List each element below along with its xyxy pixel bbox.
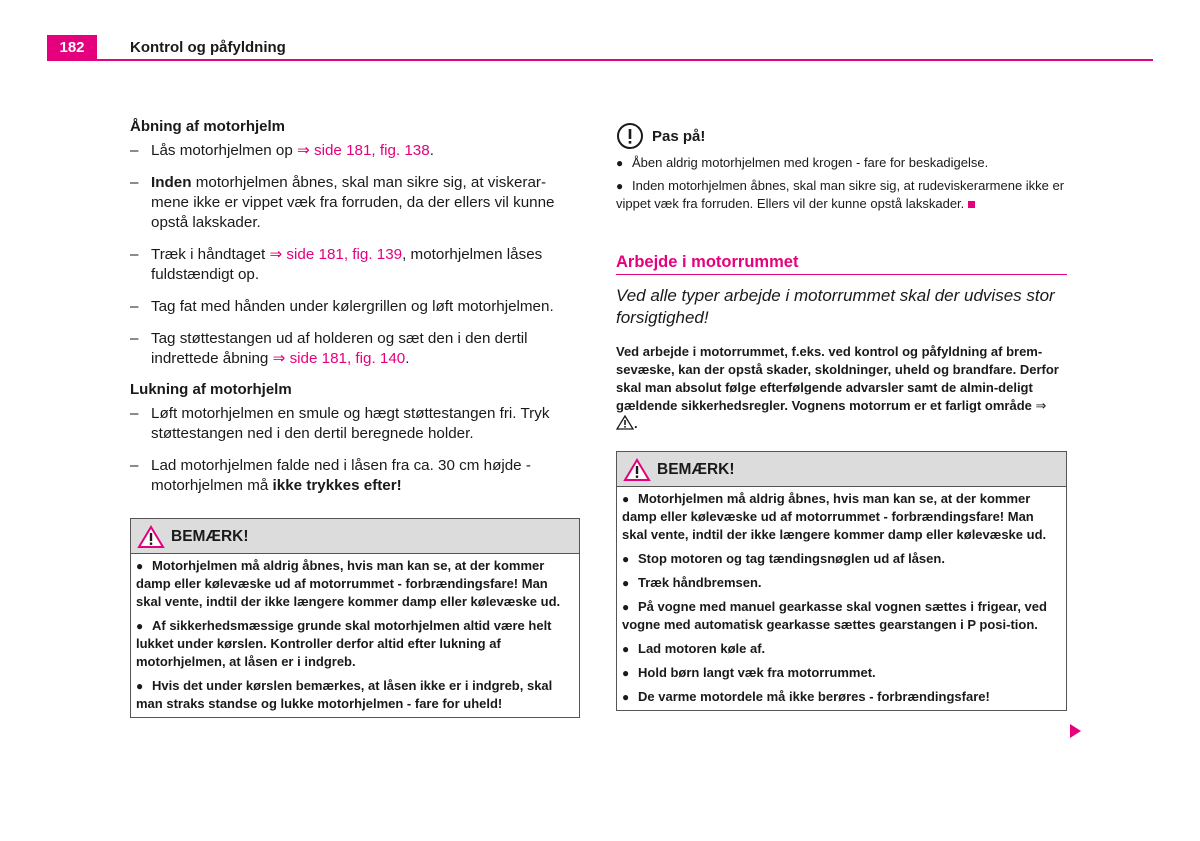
list-item: – Træk i håndtaget ⇒ side 181, fig. 139, motorhjelmen låses fuldstændigt op. — [130, 246, 543, 283]
section-title: Arbejde i motorrummet — [616, 253, 1067, 275]
closing-steps — [130, 404, 580, 496]
list-item: ● Åben aldrig motorhjelmen med krogen - fare for beskadigelse. — [616, 155, 989, 170]
list-item: – Tag fat med hånden under kølergrillen og løft motorhjelmen. — [130, 298, 554, 315]
warning-body — [617, 487, 1066, 710]
right-column — [616, 122, 1067, 711]
section-intro: Ved arbejde i motorrummet, f.eks. ved kontrol og påfyldning af brem-sevæske, kan der opstå skader, skoldninger, uheld og brandfare. Derfor skal man absolut følge efterfølgende advarsler samt de almin-deligt gældende sikkerhedsregler. Vognens motorrum er et farligt område ⇒ . — [616, 344, 1059, 431]
opening-title: Åbning af motorhjelm — [130, 118, 285, 135]
opening-steps — [130, 141, 580, 369]
warning-title: BEMÆRK! — [657, 461, 735, 478]
page-number: 182 — [47, 35, 97, 60]
warning-body — [131, 554, 579, 717]
list-item: – Tag støttestangen ud af holderen og sæt den i den dertil indrettede åbning ⇒ side 181, fig. 140. — [130, 330, 528, 367]
list-item: ● Hold børn langt væk fra motorrummet. — [622, 665, 876, 680]
warning-triangle-icon — [616, 415, 634, 430]
list-item: – Løft motorhjelmen en smule og hægt støttestangen fri. Tryk støttestangen ned i den dertil beregnede holder. — [130, 405, 550, 442]
list-item: ● Motorhjelmen må aldrig åbnes, hvis man kan se, at der kommer damp eller kølevæske ud af motorrummet - forbrændingsfare! Man skal vente, indtil der ikke længere kommer damp eller kølevæske ud. — [136, 558, 561, 609]
warning-title: BEMÆRK! — [171, 528, 249, 545]
caution-box — [616, 122, 1067, 213]
list-item: ● Træk håndbremsen. — [622, 575, 762, 590]
end-of-section-icon — [968, 201, 975, 208]
warning-triangle-icon — [137, 525, 165, 549]
exclamation-circle-icon — [616, 122, 644, 150]
list-item: ● Inden motorhjelmen åbnes, skal man sikre sig, at rudeviskerarmene ikke er vippet væk fra forruden. Ellers vil der kunne opstå lakskader. — [616, 178, 1065, 211]
list-item: – Lås motorhjelmen op ⇒ side 181, fig. 138. — [130, 142, 434, 159]
warning-header — [617, 452, 1066, 487]
list-item: ● Motorhjelmen må aldrig åbnes, hvis man kan se, at der kommer damp eller kølevæske ud af motorrummet - forbrændingsfare! Man skal vente, indtil der ikke længere kommer damp eller kølevæske ud. — [622, 491, 1047, 542]
warning-box-right — [616, 451, 1067, 711]
header-rule — [47, 59, 1153, 61]
cross-reference-link[interactable]: ⇒ side 181, fig. 139 — [269, 246, 403, 263]
chapter-title: Kontrol og påfyldning — [130, 39, 286, 56]
list-item: ● De varme motordele må ikke berøres - forbrændingsfare! — [622, 689, 990, 704]
list-item: – Inden motorhjelmen åbnes, skal man sikre sig, at viskerar-mene ikke er vippet væk fra forruden, da der ellers vil kunne opstå lakskader. — [130, 174, 555, 231]
list-item: ● Hvis det under kørslen bemærkes, at låsen ikke er i indgreb, skal man straks standse og lukke motorhjelmen - fare for uheld! — [136, 678, 553, 711]
warning-header — [131, 519, 579, 554]
closing-title: Lukning af motorhjelm — [130, 381, 292, 398]
caution-header — [616, 122, 1067, 150]
left-column — [130, 118, 580, 718]
cross-reference-link[interactable]: ⇒ side 181, fig. 140 — [272, 350, 406, 367]
list-item: ● Lad motoren køle af. — [622, 641, 766, 656]
warning-triangle-icon — [623, 458, 651, 482]
next-page-arrow-icon[interactable] — [1070, 724, 1081, 738]
cross-reference-link[interactable]: ⇒ side 181, fig. 138 — [297, 142, 430, 159]
list-item: ● Af sikkerhedsmæssige grunde skal motorhjelmen altid være helt lukket under kørslen. Kontroller derfor altid efter lukning af motorhjelmen, at låsen er i indgreb. — [136, 618, 552, 669]
caution-title: Pas på! — [652, 127, 706, 145]
list-item: ● Stop motoren og tag tændingsnøglen ud af låsen. — [622, 551, 945, 566]
list-item: – Lad motorhjelmen falde ned i låsen fra ca. 30 cm højde - motorhjelmen må ikke trykkes efter! — [130, 457, 531, 494]
section-lead: Ved alle typer arbejde i motorrummet skal der udvises stor forsigtighed! — [616, 286, 1055, 327]
list-item: ● På vogne med manuel gearkasse skal vognen sættes i frigear, ved vogne med automatisk gearkasse sættes gearstangen i P posi-tion. — [622, 599, 1047, 632]
warning-box-left — [130, 518, 580, 718]
